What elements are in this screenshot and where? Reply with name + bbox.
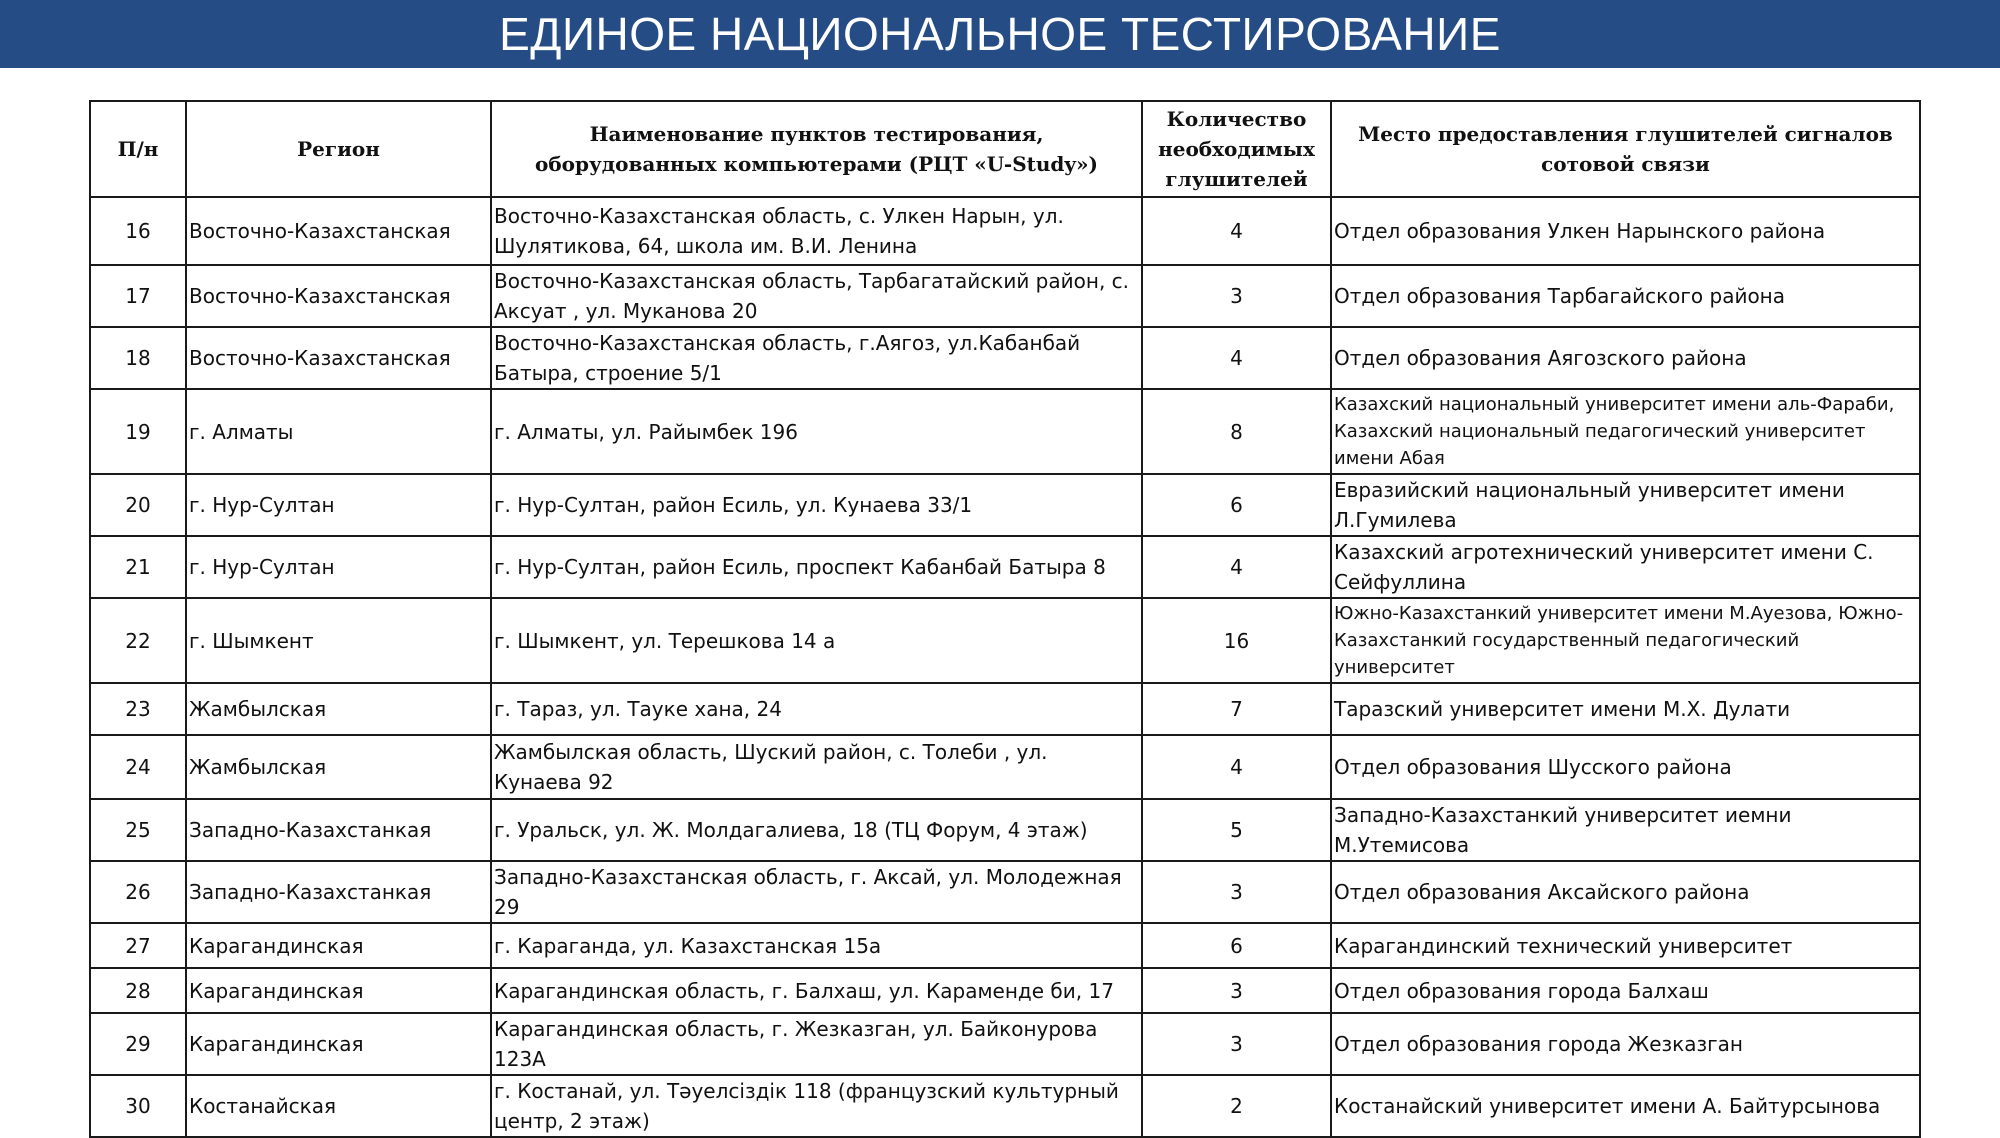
testing-sites-table-container: [89, 100, 1919, 1138]
cell-qty: 3: [1142, 1013, 1331, 1075]
cell-site: г. Нур-Султан, район Есиль, проспект Кабанбай Батыра 8: [491, 536, 1142, 598]
cell-qty: 4: [1142, 197, 1331, 265]
cell-site: Западно-Казахстанская область, г. Аксай, ул. Молодежная 29: [491, 861, 1142, 923]
cell-num: 20: [90, 474, 186, 536]
cell-place: Южно-Казахстанкий университет имени М.Ауезова, Южно-Казахстанкий государственный педагогический университет: [1331, 598, 1920, 683]
header-site: Наименование пунктов тестирования, оборудованных компьютерами (РЦТ «U-Study»): [491, 101, 1142, 197]
header-qty: Количество необходимых глушителей: [1142, 101, 1331, 197]
cell-site: г. Алматы, ул. Райымбек 196: [491, 389, 1142, 474]
cell-place: Отдел образования Тарбагайского района: [1331, 265, 1920, 327]
cell-place: Костанайский университет имени А. Байтурсынова: [1331, 1075, 1920, 1137]
cell-num: 21: [90, 536, 186, 598]
cell-num: 17: [90, 265, 186, 327]
cell-site: г. Тараз, ул. Тауке хана, 24: [491, 683, 1142, 735]
table-row: [90, 197, 1920, 265]
cell-qty: 3: [1142, 861, 1331, 923]
cell-num: 28: [90, 968, 186, 1013]
cell-site: Карагандинская область, г. Жезказган, ул. Байконурова 123А: [491, 1013, 1142, 1075]
cell-place: Отдел образования Шусского района: [1331, 735, 1920, 799]
cell-region: Западно-Казахстанкая: [186, 799, 491, 861]
cell-qty: 4: [1142, 536, 1331, 598]
cell-site: Карагандинская область, г. Балхаш, ул. Караменде би, 17: [491, 968, 1142, 1013]
cell-site: г. Костанай, ул. Тәуелсіздік 118 (французский культурный центр, 2 этаж): [491, 1075, 1142, 1137]
testing-sites-table: [89, 100, 1921, 1138]
cell-site: г. Шымкент, ул. Терешкова 14 а: [491, 598, 1142, 683]
cell-region: Жамбылская: [186, 683, 491, 735]
cell-region: Жамбылская: [186, 735, 491, 799]
table-row: [90, 598, 1920, 683]
cell-region: г. Нур-Султан: [186, 536, 491, 598]
cell-region: Восточно-Казахстанская: [186, 265, 491, 327]
table-row: [90, 1075, 1920, 1137]
cell-place: Казахский национальный университет имени аль-Фараби, Казахский национальный педагогический университет имени Абая: [1331, 389, 1920, 474]
cell-qty: 16: [1142, 598, 1331, 683]
cell-region: Карагандинская: [186, 968, 491, 1013]
table-header-row: [90, 101, 1920, 197]
header-place: Место предоставления глушителей сигналов сотовой связи: [1331, 101, 1920, 197]
table-row: [90, 861, 1920, 923]
table-row: [90, 474, 1920, 536]
cell-region: Карагандинская: [186, 923, 491, 968]
cell-qty: 6: [1142, 923, 1331, 968]
cell-num: 25: [90, 799, 186, 861]
cell-num: 18: [90, 327, 186, 389]
table-row: [90, 389, 1920, 474]
cell-num: 23: [90, 683, 186, 735]
table-row: [90, 923, 1920, 968]
table-row: [90, 968, 1920, 1013]
table-row: [90, 265, 1920, 327]
cell-num: 22: [90, 598, 186, 683]
cell-site: Восточно-Казахстанская область, с. Улкен Нарын, ул. Шулятикова, 64, школа им. В.И. Ленина: [491, 197, 1142, 265]
cell-region: Западно-Казахстанкая: [186, 861, 491, 923]
cell-place: Западно-Казахстанкий университет иемни М.Утемисова: [1331, 799, 1920, 861]
cell-num: 30: [90, 1075, 186, 1137]
cell-place: Отдел образования Аягозского района: [1331, 327, 1920, 389]
cell-qty: 2: [1142, 1075, 1331, 1137]
cell-region: г. Алматы: [186, 389, 491, 474]
cell-site: Восточно-Казахстанская область, г.Аягоз, ул.Кабанбай Батыра, строение 5/1: [491, 327, 1142, 389]
cell-place: Отдел образования города Жезказган: [1331, 1013, 1920, 1075]
cell-place: Отдел образования города Балхаш: [1331, 968, 1920, 1013]
cell-qty: 4: [1142, 735, 1331, 799]
cell-site: г. Караганда, ул. Казахстанская 15а: [491, 923, 1142, 968]
cell-qty: 5: [1142, 799, 1331, 861]
cell-region: Костанайская: [186, 1075, 491, 1137]
cell-place: Таразский университет имени М.Х. Дулати: [1331, 683, 1920, 735]
cell-site: г. Нур-Султан, район Есиль, ул. Кунаева 33/1: [491, 474, 1142, 536]
page-title: ЕДИНОЕ НАЦИОНАЛЬНОЕ ТЕСТИРОВАНИЕ: [499, 8, 1501, 60]
cell-qty: 3: [1142, 968, 1331, 1013]
cell-qty: 4: [1142, 327, 1331, 389]
cell-region: Восточно-Казахстанская: [186, 197, 491, 265]
cell-qty: 6: [1142, 474, 1331, 536]
table-row: [90, 536, 1920, 598]
table-row: [90, 683, 1920, 735]
cell-region: г. Нур-Султан: [186, 474, 491, 536]
cell-num: 26: [90, 861, 186, 923]
table-row: [90, 327, 1920, 389]
cell-num: 19: [90, 389, 186, 474]
cell-place: Отдел образования Улкен Нарынского района: [1331, 197, 1920, 265]
cell-place: Отдел образования Аксайского района: [1331, 861, 1920, 923]
table-row: [90, 1013, 1920, 1075]
cell-region: г. Шымкент: [186, 598, 491, 683]
cell-num: 27: [90, 923, 186, 968]
header-region: Регион: [186, 101, 491, 197]
cell-qty: 3: [1142, 265, 1331, 327]
cell-place: Евразийский национальный университет имени Л.Гумилева: [1331, 474, 1920, 536]
cell-place: Карагандинский технический университет: [1331, 923, 1920, 968]
cell-site: Восточно-Казахстанская область, Тарбагатайский район, с. Аксуат , ул. Муканова 20: [491, 265, 1142, 327]
cell-qty: 8: [1142, 389, 1331, 474]
cell-num: 24: [90, 735, 186, 799]
table-row: [90, 735, 1920, 799]
cell-region: Карагандинская: [186, 1013, 491, 1075]
header-num: П/н: [90, 101, 186, 197]
cell-num: 29: [90, 1013, 186, 1075]
cell-num: 16: [90, 197, 186, 265]
cell-region: Восточно-Казахстанская: [186, 327, 491, 389]
cell-place: Казахский агротехнический университет имени С. Сейфуллина: [1331, 536, 1920, 598]
cell-site: г. Уральск, ул. Ж. Молдагалиева, 18 (ТЦ Форум, 4 этаж): [491, 799, 1142, 861]
header-banner: [0, 0, 2000, 68]
cell-qty: 7: [1142, 683, 1331, 735]
cell-site: Жамбылская область, Шуский район, с. Толеби , ул. Кунаева 92: [491, 735, 1142, 799]
table-row: [90, 799, 1920, 861]
